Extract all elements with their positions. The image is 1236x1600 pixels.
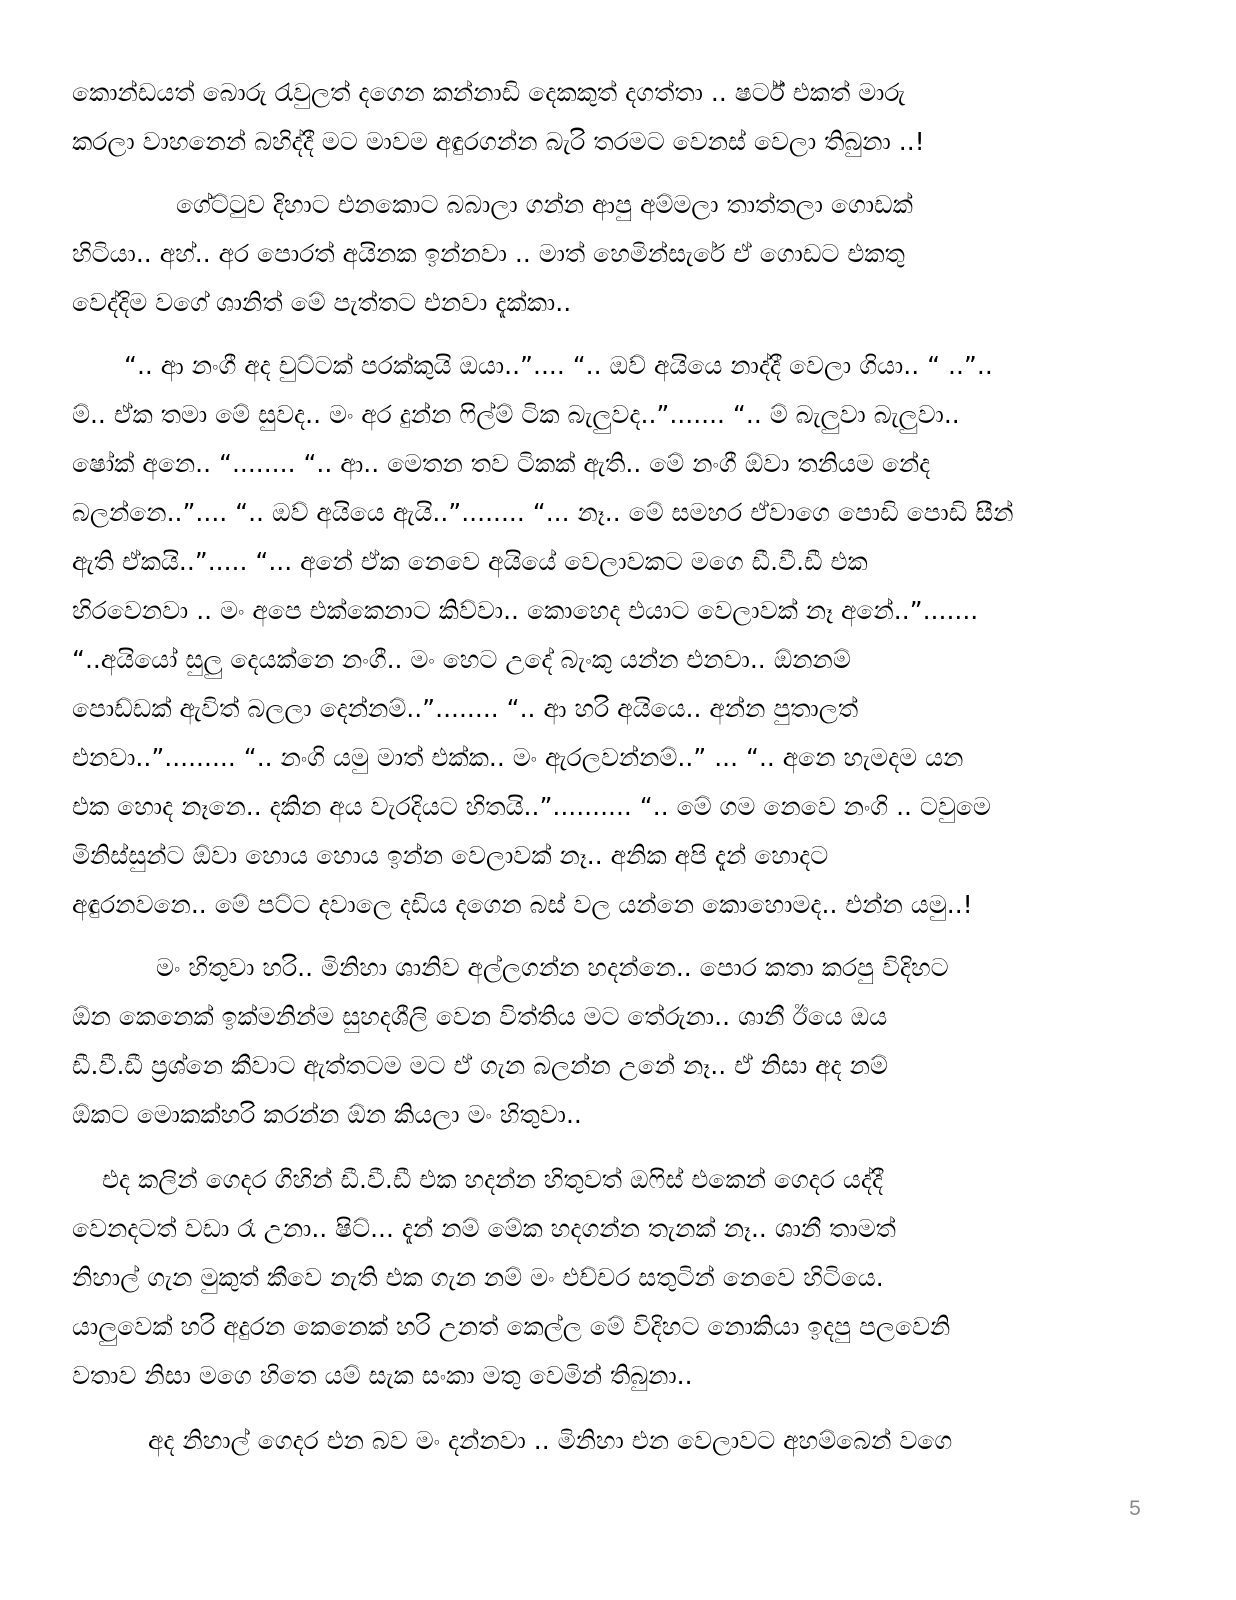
text-line: මං හිතුවා හරි.. මිනිහා ශානිව අල්ලගන්න හදන්නෙ.. පොර කතා කරපු විදිහට	[156, 953, 949, 982]
text-line: ෂෝක් අනෙ.. “........ “.. ආ.. මෙතන තව ටිකක් ඇති.. මේ නංගී ඕවා තනියම නේද	[72, 449, 931, 478]
text-line: හිටියා.. අහ්.. අර පොරත් අයිනක ඉන්නවා .. මාත් හෙමින්සැරේ ඒ ගොඩට එකතු	[72, 239, 905, 268]
text-line: ඕකට මොකක්හරි කරන්න ඕන කියලා මං හිතුවා..	[72, 1100, 582, 1129]
text-line: කරලා වාහනෙන් බහිද්දී මට මාවම අඳුරගන්න බැරි තරමට වෙනස් වෙලා තිබුනා ..!	[72, 127, 925, 156]
text-line: කොන්ඩයත් බොරු රැවුලත් දගෙන කන්නාඩි දෙකකුත් දගත්තා .. ෂර්ට් එකත් මාරු	[72, 78, 906, 107]
text-line: හිරවෙනවා .. මං අපෙ එක්කෙනාට කිව්වා.. කොහෙද එයාට වෙලාවක් නෑ අනේ..”.......	[72, 596, 979, 625]
text-line: “..අයියෝ සුලු දෙයක්නෙ නංගී.. මං හෙට උදේ බැංකු යන්න එනවා.. ඕනනම්	[72, 645, 851, 674]
text-line: ඇති ඒකයි..”..... “... අනේ ඒක නෙවෙ අයියේ වෙලාවකට මගෙ ඩී.වී.ඩී එක	[72, 547, 868, 576]
text-line: යාලුවෙක් හරි අදුරන කෙනෙක් හරි උනත් කෙල්ල මේ විදිහට නොකියා ඉදපු පලවෙනි	[72, 1312, 951, 1341]
text-line: පොඩ්ඩක් ඇවිත් බලලා දෙන්නම්..”........ “.. ආ හරි අයියෙ.. අන්න පුතාලත්	[72, 694, 859, 723]
paragraph-6	[72, 1416, 1164, 1465]
page-number: 5	[1129, 1497, 1141, 1520]
paragraph-1	[72, 68, 1164, 166]
paragraph-5	[72, 1155, 1164, 1400]
text-line: නිහාල් ගැන මුකුත් කීවෙ නැති එක ගැන නම් මං එච්චර සතුටින් නෙවෙ හිටියෙ.	[72, 1263, 884, 1292]
text-line: ම්.. ඒක තමා මේ සුවද.. මං අර දුන්න ෆිල්ම් ටික බැලුවද..”....... “.. ම් බැලුවා බැලුවා..	[72, 400, 960, 429]
text-line: වතාව නිසා මගෙ හිතෙ යම් සැක සංකා මතු වෙමින් තිබුනා..	[72, 1361, 693, 1390]
text-line: එක හොද නෑනෙ.. දකින අය වැරදියට හිතයි..”.......... “.. මේ ගම නෙවෙ නංගි .. ටවුමෙ	[72, 792, 991, 821]
text-line: බලන්නෙ..”.... “.. ඔව් අයියෙ ඇයි..”........ “... නෑ.. මේ සමහර ඒවාගෙ පොඩි පොඩි සීන්	[72, 498, 1014, 527]
text-line: එනවා..”......... “.. නංගි යමු මාත් එක්ක.. මං ඇරලවන්නම්..” ... “.. අනෙ හැමදම යන	[72, 743, 964, 772]
text-line: අඳුරනවනෙ.. මේ පට්ට දවාලෙ දඩිය දගෙන බස් වල යන්නෙ කොහොමද.. එන්න යමු..!	[72, 890, 973, 919]
text-line: “.. ආ නංගී අද චුට්ටක් පරක්කුයි ඔයා..”.... “.. ඔව් අයියෙ නාද්දී වෙලා ගියා.. “ ..”..	[124, 351, 993, 380]
text-line: අද නිහාල් ගෙදර එන බව මං දන්නවා .. මිනිහා එන වෙලාවට අහම්බෙන් වගෙ	[148, 1426, 953, 1455]
text-line: ගේට්ටුව දිහාට එනකොට බබාලා ගන්න ආපු අම්මලා තාත්තලා ගොඩක්	[176, 190, 913, 219]
text-line: වෙනදටත් වඩා රෑ උනා.. ෂිට්... දැන් නම් මේක හදගන්න තැනක් නෑ.. ශානී තාමත්	[72, 1214, 896, 1243]
paragraph-2	[72, 180, 1164, 327]
text-line: ඩී.වී.ඩී ප්‍රශ්නෙ කීවාට ඇත්තටම මට ඒ ගැන බලන්න උනේ නෑ.. ඒ නිසා අද නම්	[72, 1051, 888, 1080]
text-line: ඕන කෙනෙක් ඉක්මනින්ම සුහදශීලි වෙන විත්තිය මට තේරුනා.. ශානී ඊයෙ ඔය	[72, 1002, 888, 1031]
paragraph-3	[72, 341, 1164, 929]
text-line: වෙද්දිම වගේ ශානිත් මේ පැත්තට එනවා දැක්කා..	[72, 288, 572, 317]
text-line: මිනිස්සුන්ට ඕවා හොය හොය ඉන්න වෙලාවක් නෑ.. අනික අපි දැන් හොදට	[72, 841, 829, 870]
paragraph-4	[72, 943, 1164, 1139]
text-line: එද කලින් ගෙදර ගිහින් ඩී.වී.ඩී එක හදන්න හිතුවත් ඔෆිස් එකෙන් ගෙදර යද්දී	[102, 1165, 884, 1194]
document-body	[72, 68, 1164, 1465]
